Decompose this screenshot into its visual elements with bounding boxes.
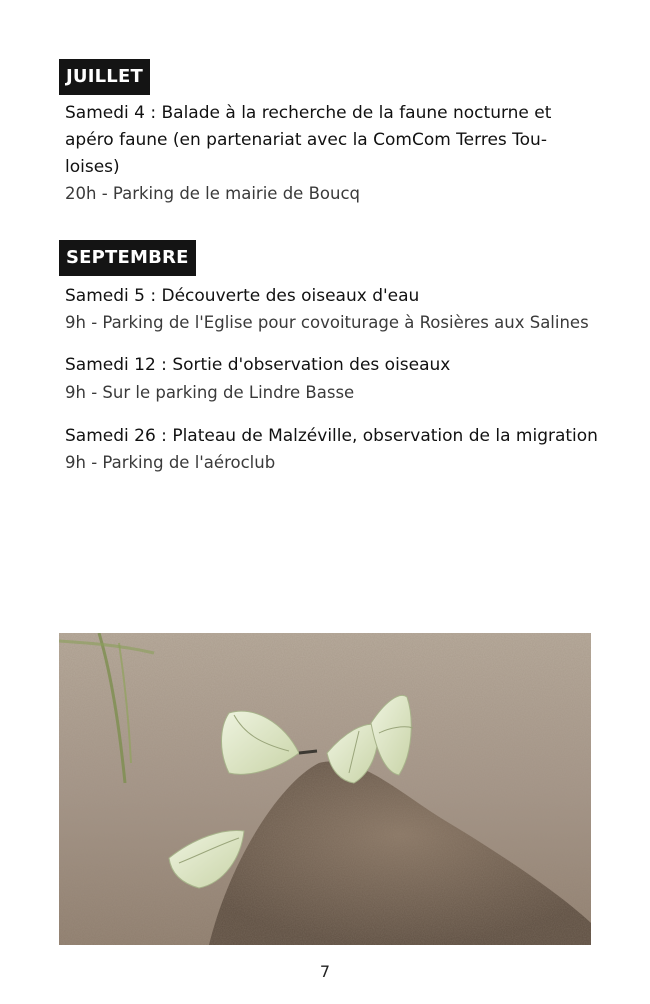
event-title-line: Samedi 4 : Balade à la recherche de la faune nocturne et [65,103,552,123]
butterflies-photo [59,633,591,945]
event-title-line: Samedi 12 : Sortie d'observation des oiseaux [65,355,451,375]
event-title-line: Samedi 5 : Découverte des oiseaux d'eau [65,286,420,306]
section-heading-septembre: SEPTEMBRE [59,240,196,276]
event-detail: 9h - Sur le parking de Lindre Basse [65,383,355,402]
event-title-line: Samedi 26 : Plateau de Malzéville, observation de la migration [65,426,598,446]
event-title-line: apéro faune (en partenariat avec la ComCom Terres Tou- [65,130,547,150]
page-number: 7 [319,962,331,981]
section-heading-juillet: JUILLET [59,59,150,95]
event-detail: 9h - Parking de l'Eglise pour covoiturage à Rosières aux Salines [65,313,589,332]
event-detail: 9h - Parking de l'aéroclub [65,453,276,472]
event-title-line: loises) [65,157,120,177]
event-detail: 20h - Parking de le mairie de Boucq [65,184,360,203]
